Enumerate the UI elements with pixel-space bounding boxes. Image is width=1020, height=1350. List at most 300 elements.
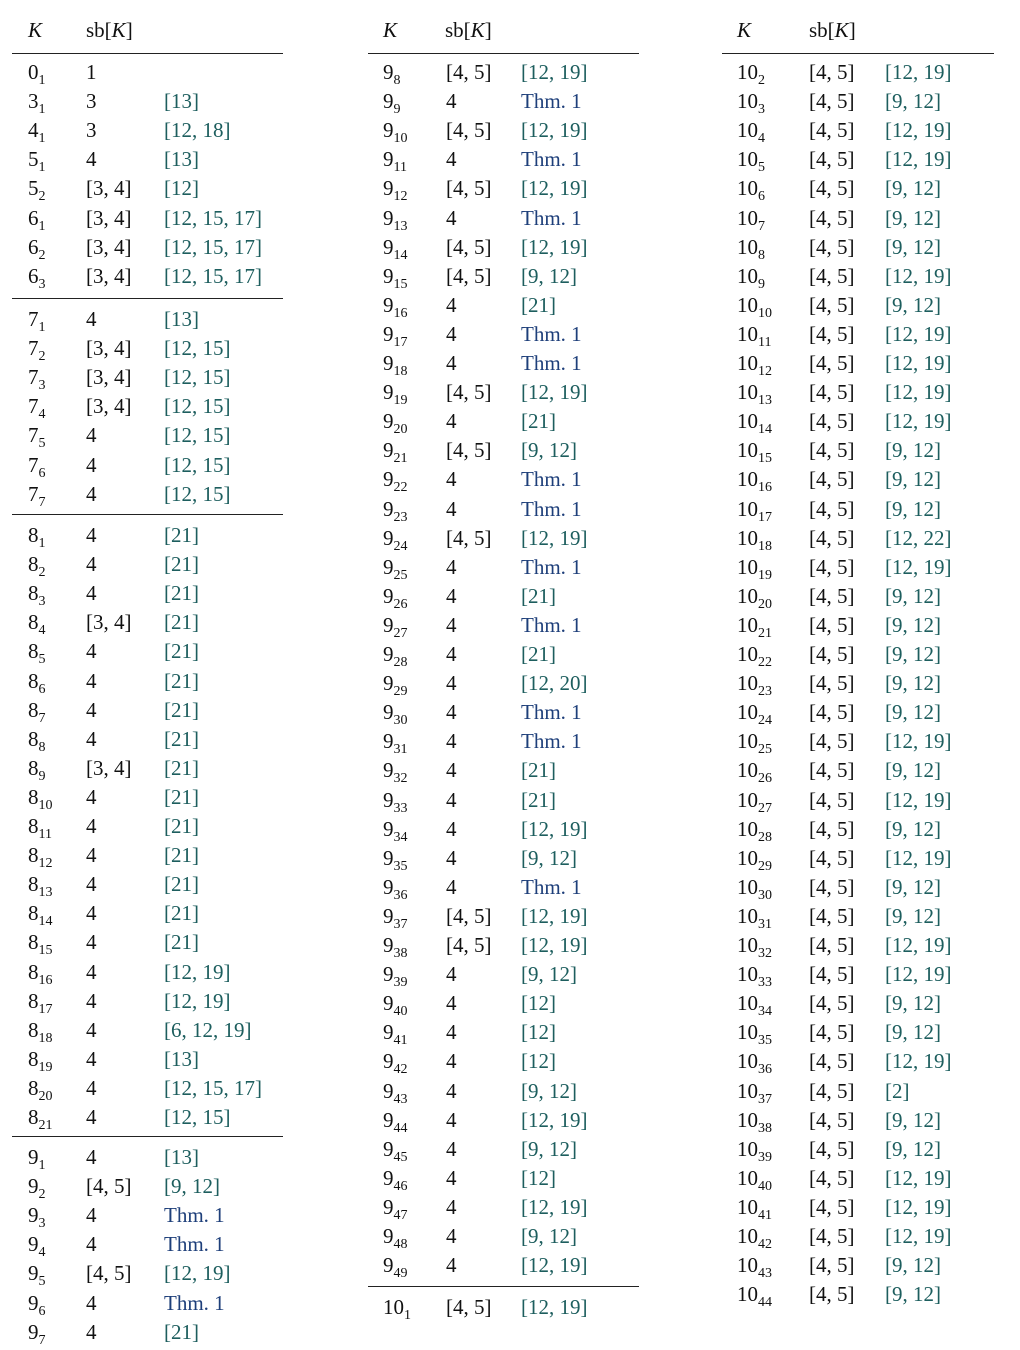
citation-link[interactable]: [9, 12] (885, 1253, 941, 1278)
sb-value: 4 (446, 612, 457, 637)
citation-link[interactable]: [9, 12] (521, 1136, 577, 1161)
citation-link[interactable]: [12, 19] (164, 988, 231, 1013)
theorem-reference[interactable]: Thm. 1 (164, 1203, 225, 1228)
knot-name: $10_6$ (737, 176, 765, 205)
sb-value: 4 (446, 554, 457, 579)
sb-value: 4 (86, 423, 97, 448)
citation-link[interactable]: [12] (521, 1020, 556, 1045)
knot-name: $10_{26}$ (737, 758, 772, 787)
knot-name: $9_{16}$ (383, 292, 408, 321)
knot-name: $9_{48}$ (383, 1224, 408, 1252)
citation-link[interactable]: [21] (164, 1319, 199, 1344)
citation-link[interactable]: [21] (164, 814, 199, 838)
citation-link[interactable]: [9, 12] (521, 1224, 577, 1248)
sb-value: 4 (446, 1194, 457, 1219)
knot-name: $9_8$ (383, 60, 401, 88)
citation-link[interactable]: [13] (164, 307, 199, 331)
citation-link[interactable]: [21] (164, 726, 199, 751)
sb-value: 4 (86, 784, 97, 809)
citation-link[interactable]: [12, 15] (164, 481, 231, 506)
citation-link[interactable]: [12, 19] (521, 380, 588, 405)
sb-value: [4, 5] (809, 1224, 855, 1248)
citation-link[interactable]: [9, 12] (885, 903, 941, 928)
knot-name: $8_9$ (28, 755, 46, 784)
sb-value: 4 (86, 872, 97, 897)
knot-name: $9_{31}$ (383, 729, 408, 758)
sb-value: [4, 5] (809, 874, 855, 899)
sb-value: [4, 5] (809, 1049, 855, 1074)
sb-value: [4, 5] (809, 263, 855, 288)
knot-name: $8_{16}$ (28, 959, 53, 988)
citation-link[interactable]: [12, 19] (885, 933, 952, 957)
citation-link[interactable]: [9, 12] (521, 1078, 577, 1103)
citation-link[interactable]: [12, 19] (885, 321, 952, 346)
knot-name: $10_{11}$ (737, 321, 772, 350)
sb-value: 4 (86, 1203, 97, 1228)
sb-value: 4 (86, 1145, 97, 1169)
citation-link[interactable]: [21] (164, 668, 199, 693)
citation-link[interactable]: [12, 19] (164, 959, 231, 984)
knot-name: $9_{33}$ (383, 787, 408, 816)
citation-link[interactable]: [12, 19] (521, 816, 588, 841)
sb-value: [4, 5] (809, 1253, 855, 1278)
sb-value: 4 (86, 452, 97, 477)
knot-name: $9_{19}$ (383, 380, 408, 409)
sb-value: 4 (86, 307, 97, 331)
knot-name: $9_{49}$ (383, 1253, 408, 1282)
sb-value: 4 (446, 1078, 457, 1103)
sb-value: 4 (86, 697, 97, 722)
citation-link[interactable]: [12, 19] (521, 1107, 588, 1132)
sb-value: [4, 5] (446, 933, 492, 957)
sb-value: [4, 5] (809, 176, 855, 201)
knot-name: $9_{44}$ (383, 1107, 408, 1136)
citation-link[interactable]: [12, 19] (885, 845, 952, 870)
theorem-reference[interactable]: Thm. 1 (521, 89, 582, 114)
group-separator (12, 1136, 283, 1137)
sb-value: [3, 4] (86, 394, 132, 419)
citation-link[interactable]: [12, 19] (521, 933, 588, 957)
citation-link[interactable]: [6, 12, 19] (164, 1017, 252, 1042)
knot-name: $9_{17}$ (383, 321, 408, 350)
citation-link[interactable]: [9, 12] (885, 467, 941, 492)
knot-name: $7_4$ (28, 394, 46, 423)
sb-value: [4, 5] (809, 438, 855, 463)
citation-link[interactable]: [9, 12] (885, 758, 941, 783)
knot-name: $9_{37}$ (383, 903, 408, 932)
theorem-reference[interactable]: Thm. 1 (521, 321, 582, 346)
citation-link[interactable]: [13] (164, 89, 199, 114)
knot-name: $9_{24}$ (383, 525, 408, 554)
sb-value: [4, 5] (809, 60, 855, 84)
citation-link[interactable]: [21] (164, 581, 199, 606)
citation-link[interactable]: [12, 19] (885, 554, 952, 579)
citation-link[interactable]: [21] (164, 552, 199, 577)
sb-value: [4, 5] (809, 583, 855, 608)
knot-name: $10_{36}$ (737, 1049, 772, 1078)
citation-link[interactable]: [21] (164, 930, 199, 955)
sb-value: 4 (86, 1290, 97, 1315)
sb-value: 4 (446, 787, 457, 812)
sb-value: 4 (446, 205, 457, 230)
citation-link[interactable]: [12, 19] (521, 118, 588, 143)
citation-link[interactable]: [9, 12] (885, 89, 941, 114)
knot-name: $9_{26}$ (383, 583, 408, 612)
sb-value: 4 (446, 1136, 457, 1161)
knot-name: $10_{32}$ (737, 933, 772, 961)
knot-name: $10_1$ (383, 1295, 411, 1323)
knot-name: $10_{38}$ (737, 1107, 772, 1136)
knot-name: $9_{21}$ (383, 438, 408, 467)
knot-name: $8_7$ (28, 697, 46, 726)
sb-value: [4, 5] (809, 671, 855, 696)
citation-link[interactable]: [12, 19] (521, 1253, 588, 1278)
knot-name: $8_3$ (28, 581, 46, 610)
sb-value: [4, 5] (446, 60, 492, 84)
theorem-reference[interactable]: Thm. 1 (521, 351, 582, 375)
citation-link[interactable]: [21] (521, 583, 556, 608)
citation-link[interactable]: [9, 12] (885, 642, 941, 666)
sb-value: [4, 5] (809, 816, 855, 841)
sb-value: 4 (86, 988, 97, 1013)
sb-value: 4 (446, 1224, 457, 1248)
citation-link[interactable]: [12, 19] (885, 351, 952, 375)
citation-link[interactable]: [12, 19] (885, 962, 952, 987)
knot-name: $9_{32}$ (383, 758, 408, 787)
citation-link[interactable]: [21] (164, 901, 199, 926)
knot-name: $9_{34}$ (383, 816, 408, 845)
sb-value: [4, 5] (809, 903, 855, 928)
group-separator (12, 514, 283, 515)
knot-name: $10_{44}$ (737, 1282, 772, 1311)
sb-value: [4, 5] (446, 380, 492, 405)
citation-link[interactable]: [12] (521, 1165, 556, 1190)
knot-name: $7_1$ (28, 307, 46, 335)
knot-name: $5_2$ (28, 176, 46, 205)
citation-link[interactable]: [12, 19] (885, 1049, 952, 1074)
citation-link[interactable]: [13] (164, 1046, 199, 1071)
citation-link[interactable]: [12, 19] (521, 525, 588, 550)
citation-link[interactable]: [21] (521, 787, 556, 812)
knot-name: $10_5$ (737, 147, 765, 176)
citation-link[interactable]: [12, 15] (164, 452, 231, 477)
knot-name: $10_{41}$ (737, 1194, 772, 1223)
citation-link[interactable]: [12, 19] (521, 176, 588, 201)
citation-link[interactable]: [12] (164, 176, 199, 201)
citation-link[interactable]: [12, 18] (164, 118, 231, 143)
sb-value: [4, 5] (809, 1107, 855, 1132)
citation-link[interactable]: [12, 15] (164, 1105, 231, 1129)
sb-value: [4, 5] (809, 1136, 855, 1161)
citation-link[interactable]: [12, 19] (885, 1165, 952, 1190)
citation-link[interactable]: [12, 19] (521, 234, 588, 259)
header-rule (368, 53, 639, 54)
citation-link[interactable]: [12, 15, 17] (164, 263, 262, 288)
knot-name: $10_{24}$ (737, 700, 772, 729)
citation-link[interactable]: [12] (521, 991, 556, 1016)
sb-value: [3, 4] (86, 610, 132, 635)
knot-name: $8_{18}$ (28, 1017, 53, 1046)
knot-name: $9_{11}$ (383, 147, 407, 176)
theorem-reference[interactable]: Thm. 1 (164, 1232, 225, 1257)
citation-link[interactable]: [21] (164, 697, 199, 722)
knot-name: $10_{23}$ (737, 671, 772, 700)
citation-link[interactable]: [12, 15, 17] (164, 205, 262, 230)
sb-value: 4 (86, 668, 97, 693)
knot-name: $10_{17}$ (737, 496, 772, 525)
citation-link[interactable]: [9, 12] (885, 700, 941, 725)
sb-value: 4 (86, 930, 97, 955)
citation-link[interactable]: [9, 12] (885, 1136, 941, 1161)
sb-value: [4, 5] (809, 554, 855, 579)
sb-value: [4, 5] (809, 933, 855, 957)
citation-link[interactable]: [12, 19] (521, 903, 588, 928)
knot-name: $10_{39}$ (737, 1136, 772, 1165)
knot-name: $8_{15}$ (28, 930, 53, 959)
sb-value: [4, 5] (809, 758, 855, 783)
theorem-reference[interactable]: Thm. 1 (521, 496, 582, 521)
group-separator (368, 1286, 639, 1287)
theorem-reference[interactable]: Thm. 1 (521, 729, 582, 754)
knot-name: $10_{31}$ (737, 903, 772, 932)
sb-value: [3, 4] (86, 205, 132, 230)
citation-link[interactable]: [21] (164, 755, 199, 780)
citation-link[interactable]: [12, 19] (521, 1194, 588, 1219)
citation-link[interactable]: [9, 12] (885, 583, 941, 608)
sb-value: 4 (446, 1020, 457, 1045)
sb-value: [4, 5] (809, 525, 855, 550)
citation-link[interactable]: [9, 12] (885, 671, 941, 696)
knot-name: $10_{40}$ (737, 1165, 772, 1194)
knot-name: $5_1$ (28, 147, 46, 176)
knot-name: $7_5$ (28, 423, 46, 452)
knot-name: $9_{35}$ (383, 845, 408, 874)
citation-link[interactable]: [9, 12] (521, 962, 577, 987)
sb-value: [4, 5] (809, 787, 855, 812)
knot-name: $8_{20}$ (28, 1075, 53, 1104)
citation-link[interactable]: [12, 19] (885, 118, 952, 143)
sb-value: [4, 5] (446, 263, 492, 288)
sb-value: [4, 5] (809, 729, 855, 754)
citation-link[interactable]: [12] (521, 1049, 556, 1074)
citation-link[interactable]: [12, 19] (885, 729, 952, 754)
citation-link[interactable]: [9, 12] (885, 438, 941, 463)
citation-link[interactable]: [2] (885, 1078, 910, 1103)
citation-link[interactable]: [12, 19] (521, 1295, 588, 1319)
knot-name: $10_{19}$ (737, 554, 772, 583)
sb-value: [3, 4] (86, 263, 132, 288)
citation-link[interactable]: [9, 12] (521, 845, 577, 870)
citation-link[interactable]: [9, 12] (521, 263, 577, 288)
sb-value: [4, 5] (809, 991, 855, 1016)
citation-link[interactable]: [9, 12] (164, 1174, 220, 1199)
knot-name: $10_7$ (737, 205, 765, 234)
citation-link[interactable]: [12, 15] (164, 394, 231, 419)
sb-value: [3, 4] (86, 365, 132, 390)
knot-name: $9_{40}$ (383, 991, 408, 1020)
knot-name: $7_7$ (28, 481, 46, 510)
citation-link[interactable]: [9, 12] (885, 991, 941, 1016)
sb-value: [4, 5] (809, 496, 855, 521)
sb-value: [4, 5] (809, 700, 855, 725)
knot-name: $7_2$ (28, 336, 46, 365)
citation-link[interactable]: [12, 15] (164, 423, 231, 448)
citation-link[interactable]: [12, 15] (164, 336, 231, 361)
citation-link[interactable]: [12, 22] (885, 525, 952, 550)
citation-link[interactable]: [21] (164, 610, 199, 635)
sb-value: 4 (446, 292, 457, 317)
citation-link[interactable]: [12, 19] (885, 1194, 952, 1219)
knot-name: $10_{16}$ (737, 467, 772, 496)
knot-name: $9_{30}$ (383, 700, 408, 729)
knot-name: $9_{43}$ (383, 1078, 408, 1107)
knot-name: $7_6$ (28, 452, 46, 481)
citation-link[interactable]: [21] (164, 784, 199, 809)
citation-link[interactable]: [9, 12] (521, 438, 577, 463)
theorem-reference[interactable]: Thm. 1 (164, 1290, 225, 1315)
knot-name: $10_{12}$ (737, 351, 772, 379)
group-separator (12, 298, 283, 299)
sb-value: [4, 5] (809, 118, 855, 143)
sb-value: 4 (446, 583, 457, 608)
sb-value: 4 (86, 147, 97, 172)
citation-link[interactable]: [12, 19] (885, 263, 952, 288)
sb-value: [4, 5] (86, 1174, 132, 1199)
citation-link[interactable]: [21] (164, 843, 199, 868)
theorem-reference[interactable]: Thm. 1 (521, 205, 582, 230)
citation-link[interactable]: [21] (164, 523, 199, 547)
knot-name: $9_3$ (28, 1203, 46, 1232)
citation-link[interactable]: [12, 19] (885, 380, 952, 405)
citation-link[interactable]: [9, 12] (885, 496, 941, 521)
citation-link[interactable]: [9, 12] (885, 1107, 941, 1132)
knot-name: $9_2$ (28, 1174, 46, 1203)
citation-link[interactable]: [12, 15] (164, 365, 231, 390)
citation-link[interactable]: [21] (164, 872, 199, 897)
header-k: K (737, 18, 752, 42)
sb-value: [3, 4] (86, 176, 132, 201)
sb-value: [4, 5] (809, 292, 855, 317)
knot-name: $9_{15}$ (383, 263, 408, 292)
sb-value: 4 (446, 496, 457, 521)
knot-name: $9_{39}$ (383, 962, 408, 991)
citation-link[interactable]: [21] (521, 409, 556, 434)
citation-link[interactable]: [13] (164, 147, 199, 172)
knot-name: $9_7$ (28, 1319, 46, 1348)
sb-value: [4, 5] (809, 962, 855, 987)
citation-link[interactable]: [9, 12] (885, 874, 941, 899)
sb-value: 3 (86, 89, 97, 114)
citation-link[interactable]: [9, 12] (885, 292, 941, 317)
sb-value: [4, 5] (809, 321, 855, 346)
sb-value: 4 (446, 409, 457, 434)
citation-link[interactable]: [12, 19] (885, 409, 952, 434)
theorem-reference[interactable]: Thm. 1 (521, 147, 582, 172)
citation-link[interactable]: [12, 15, 17] (164, 1075, 262, 1100)
knot-name: $8_{11}$ (28, 814, 52, 842)
knot-name: $8_{21}$ (28, 1105, 53, 1133)
sb-value: 4 (446, 467, 457, 492)
theorem-reference[interactable]: Thm. 1 (521, 612, 582, 637)
sb-value: 4 (446, 321, 457, 346)
knot-name: $10_{18}$ (737, 525, 772, 554)
knot-name: $9_{38}$ (383, 933, 408, 961)
citation-link[interactable]: [12, 19] (885, 147, 952, 172)
sb-value: 4 (86, 1319, 97, 1344)
knot-name: $8_4$ (28, 610, 46, 639)
knot-name: $9_{13}$ (383, 205, 408, 234)
sb-value: 4 (86, 481, 97, 506)
citation-link[interactable]: [9, 12] (885, 176, 941, 201)
knot-name: $9_{42}$ (383, 1049, 408, 1078)
theorem-reference[interactable]: Thm. 1 (521, 874, 582, 899)
knot-name: $10_{22}$ (737, 642, 772, 670)
knot-name: $9_{23}$ (383, 496, 408, 525)
knot-name: $9_{29}$ (383, 671, 408, 700)
citation-link[interactable]: [12, 19] (885, 60, 952, 84)
knot-name: $10_{20}$ (737, 583, 772, 612)
knot-name: $9_{46}$ (383, 1165, 408, 1194)
citation-link[interactable]: [13] (164, 1145, 199, 1169)
knot-name: $10_{43}$ (737, 1253, 772, 1282)
sb-value: [4, 5] (446, 176, 492, 201)
knot-name: $10_{27}$ (737, 787, 772, 816)
knot-name: $9_6$ (28, 1290, 46, 1319)
sb-value: 4 (86, 1232, 97, 1257)
sb-value: [4, 5] (809, 351, 855, 375)
sb-value: 4 (86, 726, 97, 751)
knot-name: $10_{14}$ (737, 409, 772, 438)
citation-link[interactable]: [9, 12] (885, 1020, 941, 1045)
citation-link[interactable]: [21] (521, 292, 556, 317)
citation-link[interactable]: [21] (521, 642, 556, 666)
sb-value: [4, 5] (446, 118, 492, 143)
sb-value: 4 (86, 581, 97, 606)
citation-link[interactable]: [9, 12] (885, 612, 941, 637)
citation-link[interactable]: [12, 19] (164, 1261, 231, 1286)
citation-link[interactable]: [21] (521, 758, 556, 783)
knot-name: $10_9$ (737, 263, 765, 292)
citation-link[interactable]: [12, 19] (885, 787, 952, 812)
sb-value: 4 (446, 1253, 457, 1278)
theorem-reference[interactable]: Thm. 1 (521, 554, 582, 579)
sb-value: 4 (446, 89, 457, 114)
knot-name: $9_1$ (28, 1145, 46, 1173)
theorem-reference[interactable]: Thm. 1 (521, 700, 582, 725)
citation-link[interactable]: [12, 15, 17] (164, 234, 262, 259)
citation-link[interactable]: [9, 12] (885, 1282, 941, 1307)
theorem-reference[interactable]: Thm. 1 (521, 467, 582, 492)
citation-link[interactable]: [21] (164, 639, 199, 664)
knot-name: $9_{18}$ (383, 351, 408, 379)
citation-link[interactable]: [9, 12] (885, 816, 941, 841)
sb-value: 4 (446, 874, 457, 899)
sb-value: 4 (446, 758, 457, 783)
sb-value: 4 (86, 523, 97, 547)
citation-link[interactable]: [9, 12] (885, 205, 941, 230)
citation-link[interactable]: [9, 12] (885, 234, 941, 259)
sb-value: [4, 5] (809, 205, 855, 230)
knot-name: $10_{15}$ (737, 438, 772, 467)
sb-value: [4, 5] (809, 612, 855, 637)
knot-name: $8_6$ (28, 668, 46, 697)
citation-link[interactable]: [12, 19] (521, 60, 588, 84)
citation-link[interactable]: [12, 20] (521, 671, 588, 696)
citation-link[interactable]: [12, 19] (885, 1224, 952, 1248)
sb-value: [4, 5] (809, 845, 855, 870)
knot-name: $8_1$ (28, 523, 46, 551)
knot-name: $10_{37}$ (737, 1078, 772, 1107)
